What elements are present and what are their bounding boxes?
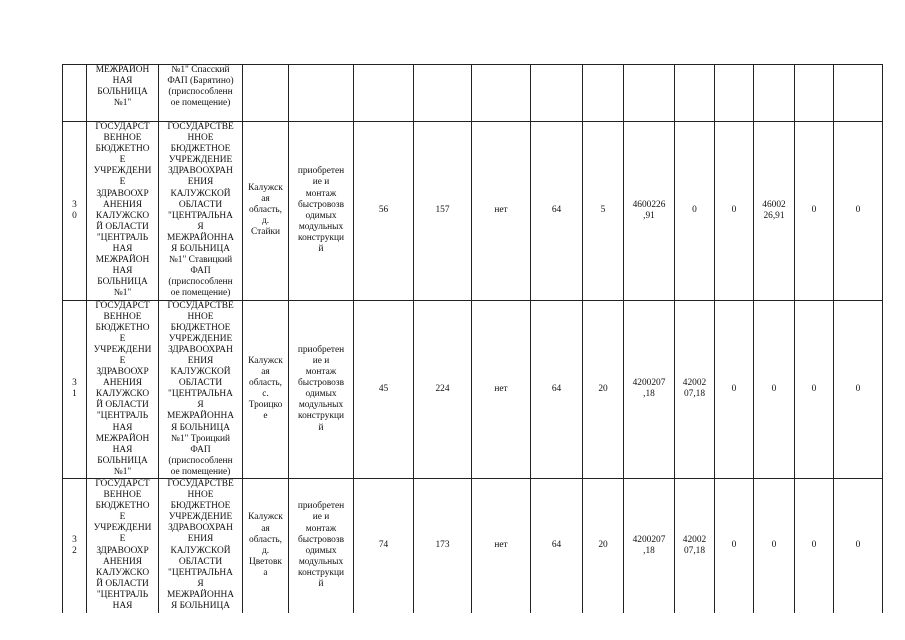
facilities-table xyxy=(62,64,883,613)
value-cell: нет xyxy=(472,300,531,479)
value-cell: 0 xyxy=(834,479,883,613)
organization-cell: ГОСУДАРСТ ВЕННОЕ БЮДЖЕТНО Е УЧРЕЖДЕНИ Е ЗДРАВООХР АНЕНИЯ КАЛУЖСКО Й ОБЛАСТИ "ЦЕНТРАЛЬ НАЯ МЕЖРАЙОН НАЯ БОЛЬНИЦА №1" xyxy=(87,300,159,479)
value-cell: 157 xyxy=(414,122,472,301)
value-cell: 56 xyxy=(354,122,414,301)
value-cell: 0 xyxy=(754,300,795,479)
facility-cell: ГОСУДАРСТВЕ ННОЕ БЮДЖЕТНОЕ УЧРЕЖДЕНИЕ ЗДРАВООХРАН ЕНИЯ КАЛУЖСКОЙ ОБЛАСТИ "ЦЕНТРАЛЬНА Я МЕЖРАЙОННА Я БОЛЬНИЦА xyxy=(159,479,243,613)
value-cell: 42002 07,18 xyxy=(675,479,715,613)
value-cell: 224 xyxy=(414,300,472,479)
work-type-cell: приобретен ие и монтаж быстровозв одимых модульных конструкци й xyxy=(289,300,354,479)
value-cell xyxy=(583,65,624,122)
value-cell: 64 xyxy=(531,479,583,613)
value-cell: 20 xyxy=(583,300,624,479)
value-cell xyxy=(715,65,754,122)
value-cell: 0 xyxy=(795,300,834,479)
value-cell: 0 xyxy=(754,479,795,613)
value-cell: 74 xyxy=(354,479,414,613)
value-cell xyxy=(754,65,795,122)
address-cell xyxy=(243,65,289,122)
row-index: 3 0 xyxy=(63,122,87,301)
value-cell xyxy=(354,65,414,122)
work-type-cell xyxy=(289,65,354,122)
value-cell: 64 xyxy=(531,300,583,479)
value-cell: 45 xyxy=(354,300,414,479)
value-cell xyxy=(795,65,834,122)
value-cell: 46002 26,91 xyxy=(754,122,795,301)
value-cell: 4200207 ,18 xyxy=(624,479,675,613)
value-cell: нет xyxy=(472,479,531,613)
facility-cell: ГОСУДАРСТВЕ ННОЕ БЮДЖЕТНОЕ УЧРЕЖДЕНИЕ ЗДРАВООХРАН ЕНИЯ КАЛУЖСКОЙ ОБЛАСТИ "ЦЕНТРАЛЬНА Я МЕЖРАЙОННА Я БОЛЬНИЦА №1" Троицкий ФАП (приспособленн ое помещение) xyxy=(159,300,243,479)
value-cell: 0 xyxy=(834,300,883,479)
value-cell: 0 xyxy=(834,122,883,301)
value-cell: 42002 07,18 xyxy=(675,300,715,479)
value-cell: 0 xyxy=(715,479,754,613)
value-cell xyxy=(675,65,715,122)
value-cell: 173 xyxy=(414,479,472,613)
value-cell: 20 xyxy=(583,479,624,613)
value-cell xyxy=(472,65,531,122)
row-index: 3 1 xyxy=(63,300,87,479)
value-cell: 0 xyxy=(795,122,834,301)
table-row xyxy=(63,300,883,479)
value-cell: 5 xyxy=(583,122,624,301)
value-cell: 0 xyxy=(675,122,715,301)
row-index xyxy=(63,65,87,122)
value-cell: нет xyxy=(472,122,531,301)
value-cell: 0 xyxy=(715,300,754,479)
value-cell xyxy=(531,65,583,122)
value-cell: 0 xyxy=(715,122,754,301)
row-index: 3 2 xyxy=(63,479,87,613)
value-cell xyxy=(624,65,675,122)
value-cell xyxy=(414,65,472,122)
table-row xyxy=(63,122,883,301)
work-type-cell: приобретен ие и монтаж быстровозв одимых модульных конструкци й xyxy=(289,479,354,613)
value-cell: 4200207 ,18 xyxy=(624,300,675,479)
table-row xyxy=(63,65,883,122)
table-row xyxy=(63,479,883,613)
value-cell xyxy=(834,65,883,122)
facility-cell: ГОСУДАРСТВЕ ННОЕ БЮДЖЕТНОЕ УЧРЕЖДЕНИЕ ЗДРАВООХРАН ЕНИЯ КАЛУЖСКОЙ ОБЛАСТИ "ЦЕНТРАЛЬНА Я МЕЖРАЙОННА Я БОЛЬНИЦА №1" Ставицкий ФАП (приспособленн ое помещение) xyxy=(159,122,243,301)
address-cell: Калужск ая область, д. Стайки xyxy=(243,122,289,301)
value-cell: 0 xyxy=(795,479,834,613)
address-cell: Калужск ая область, с. Троицко е xyxy=(243,300,289,479)
value-cell: 64 xyxy=(531,122,583,301)
value-cell: 4600226 ,91 xyxy=(624,122,675,301)
organization-cell: ГОСУДАРСТ ВЕННОЕ БЮДЖЕТНО Е УЧРЕЖДЕНИ Е ЗДРАВООХР АНЕНИЯ КАЛУЖСКО Й ОБЛАСТИ "ЦЕНТРАЛЬ НАЯ МЕЖРАЙОН НАЯ БОЛЬНИЦА №1" xyxy=(87,122,159,301)
work-type-cell: приобретен ие и монтаж быстровозв одимых модульных конструкци й xyxy=(289,122,354,301)
address-cell: Калужск ая область, д. Цветовк а xyxy=(243,479,289,613)
organization-cell: ГОСУДАРСТ ВЕННОЕ БЮДЖЕТНО Е УЧРЕЖДЕНИ Е ЗДРАВООХР АНЕНИЯ КАЛУЖСКО Й ОБЛАСТИ "ЦЕНТРАЛЬ НАЯ xyxy=(87,479,159,613)
organization-cell: МЕЖРАЙОН НАЯ БОЛЬНИЦА №1" xyxy=(87,65,159,122)
facility-cell: №1" Спасский ФАП (Барятино) (приспособленн ое помещение) xyxy=(159,65,243,122)
